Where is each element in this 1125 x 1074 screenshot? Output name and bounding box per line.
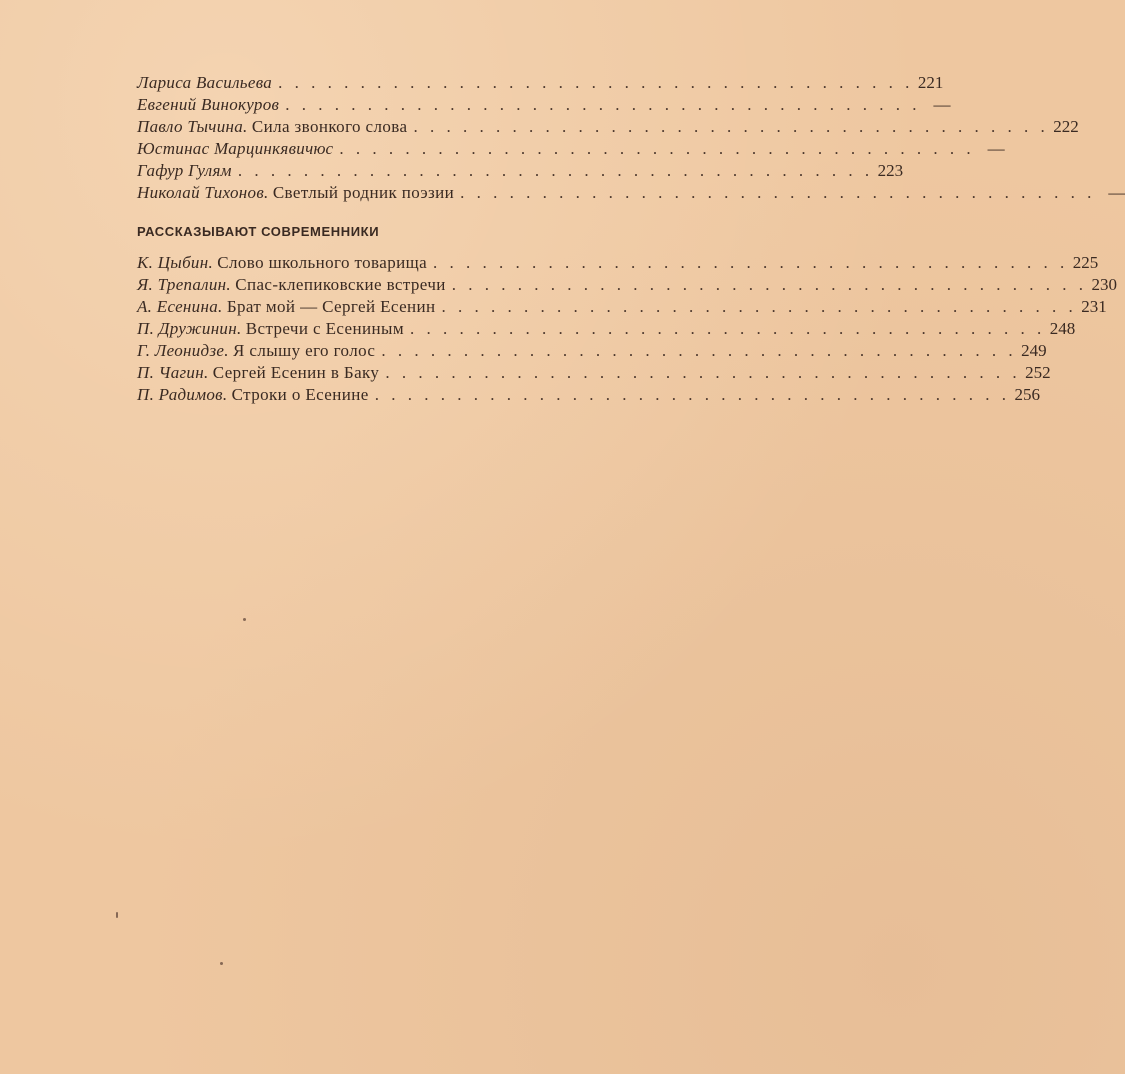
toc-page-number: 230 [1091, 275, 1118, 294]
toc-entry [137, 318, 1076, 340]
toc-author: П. Радимов. [137, 385, 228, 404]
toc-title: Строки о Есенине [231, 385, 369, 404]
paper-speck [220, 962, 223, 965]
toc-entry [137, 182, 1125, 204]
section-heading: РАССКАЗЫВАЮТ СОВРЕМЕННИКИ [137, 224, 380, 239]
toc-author: Я. Трепалин. [137, 275, 231, 294]
toc-page-number: 231 [1081, 297, 1107, 316]
dot-leader [272, 72, 913, 94]
dot-leader [379, 362, 1020, 384]
toc-entry [137, 72, 944, 94]
toc-author: А. Есенина. [137, 297, 223, 316]
toc-page-number: — [933, 95, 951, 114]
toc-title: Сергей Есенин в Баку [212, 363, 380, 382]
dot-leader [454, 182, 1095, 204]
toc-page-number: 221 [917, 73, 944, 92]
toc-author: Гафур Гулям [137, 161, 232, 180]
toc-page-number: — [987, 139, 1005, 158]
toc-title: Встречи с Есениным [245, 319, 404, 338]
toc-author: Юстинас Марцинкявичюс [137, 139, 334, 158]
toc-entry [137, 116, 1079, 138]
toc-entry [137, 252, 1099, 274]
dot-leader [436, 296, 1077, 318]
toc-entry [137, 160, 904, 182]
toc-page-number: 223 [877, 161, 904, 180]
toc-title: Я слышу его голос [233, 341, 376, 360]
dot-leader [427, 252, 1068, 274]
toc-entry [137, 94, 951, 116]
toc-page-number: 252 [1025, 363, 1051, 382]
toc-entry [137, 384, 1040, 406]
toc-entry [137, 362, 1051, 384]
toc-entry [137, 296, 1107, 318]
toc-page-number: — [1108, 183, 1125, 202]
dot-leader [333, 138, 974, 160]
toc-entry [137, 274, 1118, 296]
table-of-contents-part-1 [137, 72, 1125, 204]
toc-author: Лариса Васильева [137, 73, 273, 92]
dot-leader [407, 116, 1048, 138]
dot-leader [375, 340, 1016, 362]
toc-page-number: 249 [1021, 341, 1047, 360]
toc-title: Слово школьного товарища [217, 253, 428, 272]
toc-author: П. Дружинин. [137, 319, 242, 338]
toc-entry [137, 340, 1047, 362]
toc-author: Павло Тычина. [137, 117, 248, 136]
dot-leader [446, 274, 1087, 296]
toc-title: Светлый родник поэзии [272, 183, 455, 202]
dot-leader [279, 94, 920, 116]
dot-leader [232, 160, 873, 182]
toc-author: Г. Леонидзе. [137, 341, 229, 360]
toc-author: П. Чагин. [137, 363, 209, 382]
toc-page-number: 222 [1053, 117, 1079, 136]
dot-leader [404, 318, 1045, 340]
toc-title: Спас-клепиковские встречи [235, 275, 446, 294]
table-of-contents-part-2 [137, 252, 1118, 406]
paper-speck [116, 912, 118, 918]
toc-entry [137, 138, 1005, 160]
paper-speck [243, 618, 246, 621]
dot-leader [369, 384, 1010, 406]
toc-author: К. Цыбин. [137, 253, 214, 272]
toc-author: Евгений Винокуров [137, 95, 280, 114]
toc-page-number: 248 [1049, 319, 1076, 338]
toc-page-number: 256 [1014, 385, 1040, 404]
toc-author: Николай Тихонов. [137, 183, 269, 202]
toc-page-number: 225 [1072, 253, 1099, 272]
toc-title: Сила звонкого слова [251, 117, 408, 136]
toc-title: Брат мой — Сергей Есенин [226, 297, 436, 316]
